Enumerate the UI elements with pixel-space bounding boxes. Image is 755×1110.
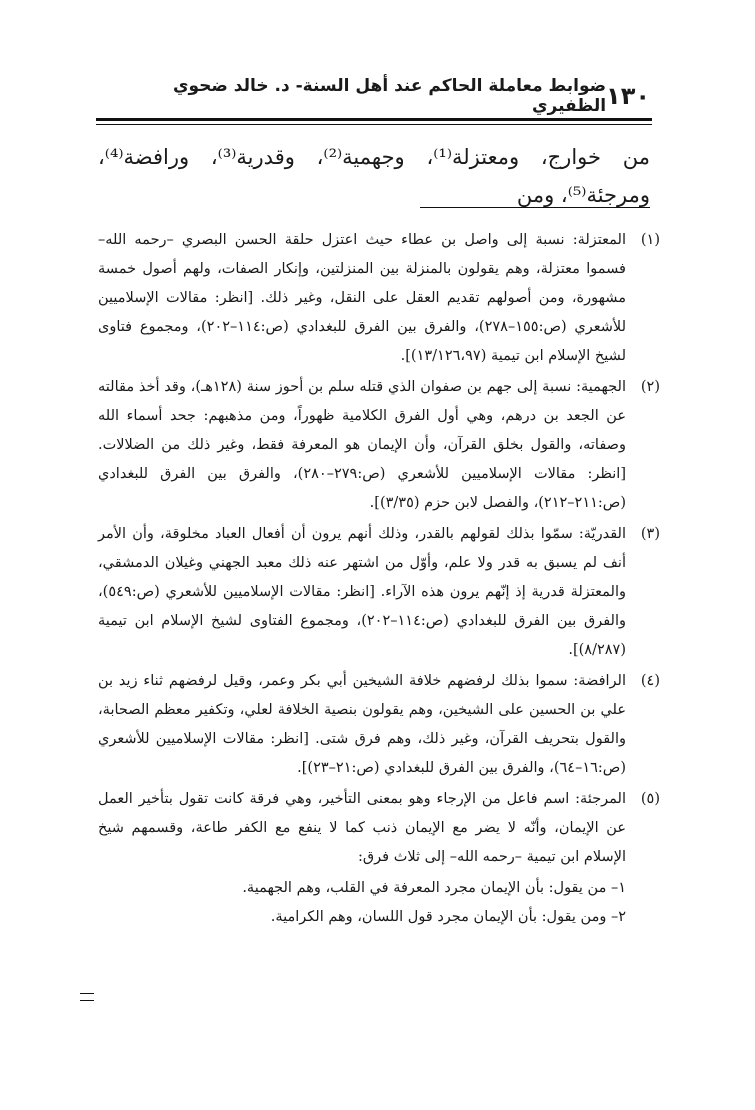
footnote-number: (٢) [640, 379, 660, 395]
header-rule-thin [96, 124, 652, 125]
continuation-mark [80, 993, 94, 1001]
footnote-text: المرجئة: اسم فاعل من الإرجاء وهو بمعنى التأخير، وهي فرقة كانت تقول بتأخير العمل عن الإيمان، وأنّه لا يضر مع الإيمان ذنب كما لا ينفع مع الكفر طاعة، وقسمهم شيخ الإسلام ابن تيمية –رحمه الله– إلى ثلاث فرق: [98, 791, 626, 865]
footnote-3 [98, 520, 660, 665]
footnote-text: المعتزلة: نسبة إلى واصل بن عطاء حيث اعتزل حلقة الحسن البصري –رحمه الله– فسموا معتزلة، وهم يقولون بالمنزلة بين المنزلتين، وإنكار الصفات، ولهم أصول خمسة مشهورة، ومن أصولهم تقديم العقل على النقل، وغير ذلك. [انظر: مقالات الإسلاميين للأشعري (ص:١٥٥–٢٧٨)، والفرق بين الفرق للبغدادي (ص:١١٤–٢٠٢)، ومجموع فتاوى لشيخ الإسلام ابن تيمية (١٣/١٢٦،٩٧)]. [98, 232, 626, 364]
main-text: من خوارج، ومعتزلة⁽¹⁾، وجهمية⁽²⁾، وقدرية⁽³⁾، ورافضة⁽⁴⁾، ومرجئة⁽⁵⁾، ومن [98, 145, 650, 207]
footnote-separator [420, 207, 650, 208]
header-rule-thick [96, 118, 652, 121]
footnote-subitem: ٢– ومن يقول: بأن الإيمان مجرد قول اللسان، وهم الكرامية. [270, 909, 626, 925]
footnote-text: الرافضة: سموا بذلك لرفضهم خلافة الشيخين أبي بكر وعمر، وقيل لرفضهم ثناء زيد بن علي بن الحسين على الشيخين، وهم يقولون بنصية الخلافة لعلي، وتكفير معظم الصحابة، والقول بتحريف القرآن، وغير ذلك، وهم فرق شتى. [انظر: مقالات الإسلاميين للأشعري (ص:١٦–٦٤)، والفرق بين الفرق للبغدادي (ص:٢١–٢٣)]. [98, 673, 626, 776]
footnote-5 [98, 785, 660, 872]
footnote-subitem: ١– من يقول: بأن الإيمان مجرد المعرفة في القلب، وهم الجهمية. [242, 880, 626, 896]
footnote-number: (٣) [640, 526, 660, 542]
page-number: ١٣٠ [606, 82, 650, 110]
footnote-number: (١) [640, 232, 660, 248]
page-header [100, 76, 650, 116]
footnotes [98, 226, 660, 932]
footnote-4 [98, 667, 660, 783]
footnote-2 [98, 373, 660, 518]
footnote-1 [98, 226, 660, 371]
footnote-text: الجهمية: نسبة إلى جهم بن صفوان الذي قتله سلم بن أحوز سنة (١٢٨هـ)، وقد أخذ مقالته عن الجعد بن درهم، وهي أول الفرق الكلامية ظهوراً، ومن مذهبهم: جحد أسماء الله وصفاته، والقول بخلق القرآن، وأن الإيمان هو المعرفة فقط، وغير ذلك من الضلالات. [انظر: مقالات الإسلاميين للأشعري (ص:٢٧٩–٢٨٠)، والفرق بين الفرق للبغدادي (ص:٢١١–٢١٢)، والفصل لابن حزم (٣/٣٥)]. [98, 379, 626, 511]
footnote-number: (٥) [640, 791, 660, 807]
footnote-text: القدريّة: سمّوا بذلك لقولهم بالقدر، وذلك أنهم يرون أن أفعال العباد مخلوقة، وأن الأمر أنف لم يسبق به قدر ولا علم، وأوّل من اشتهر عنه ذلك معبد الجهني وغيلان الدمشقي، والمعتزلة قدرية إذ إنّهم يرون هذه الآراء. [انظر: مقالات الإسلاميين للأشعري (ص:٥٤٩)، والفرق بين الفرق للبغدادي (ص:١١٤–٢٠٢)، ومجموع الفتاوى لشيخ الإسلام ابن تيمية (٨/٢٨٧)]. [98, 526, 626, 658]
running-title: ضوابط معاملة الحاكم عند أهل السنة- د. خالد ضحوي الظفيري [172, 76, 607, 116]
footnote-number: (٤) [640, 673, 660, 689]
